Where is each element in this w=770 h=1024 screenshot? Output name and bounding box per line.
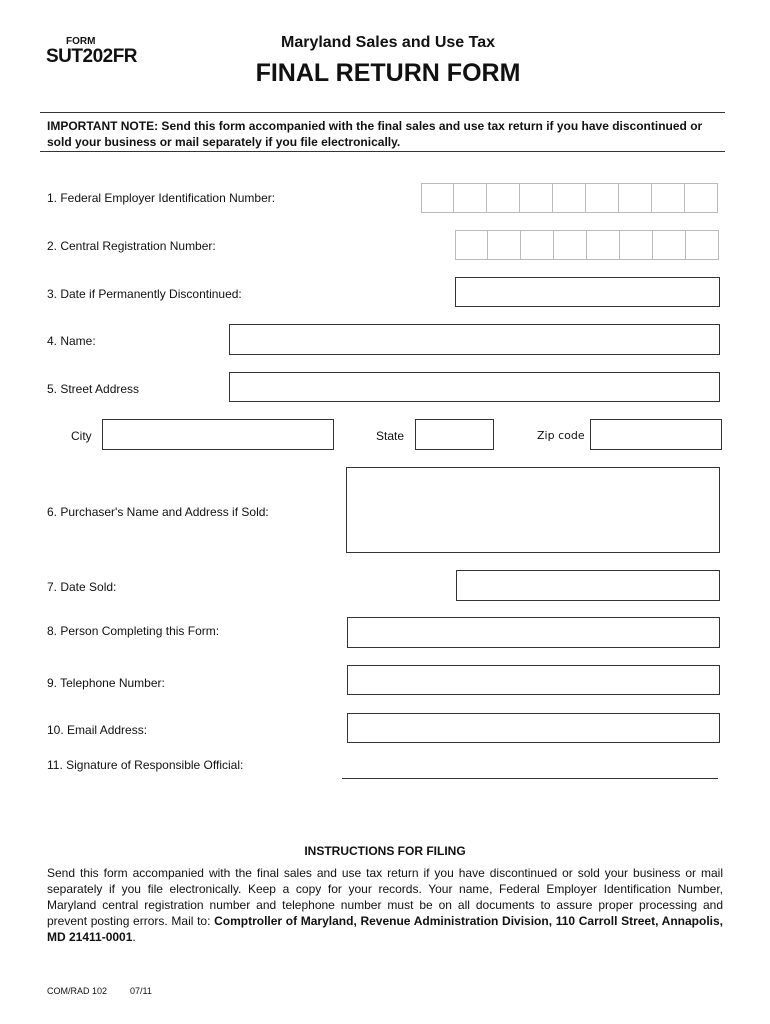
fein-label: 1. Federal Employer Identification Number: — [47, 191, 276, 205]
purchaser-input[interactable] — [346, 467, 720, 553]
form-code: SUT202FR — [46, 46, 138, 67]
fein-digit[interactable] — [652, 183, 685, 213]
form-label: FORM — [66, 36, 96, 47]
fein-digit[interactable] — [421, 183, 454, 213]
fein-digit[interactable] — [520, 183, 553, 213]
street-input[interactable] — [229, 372, 720, 402]
date-discontinued-input[interactable] — [455, 277, 720, 307]
divider-note — [40, 151, 725, 152]
footer-date: 07/11 — [130, 986, 152, 996]
fein-digit[interactable] — [685, 183, 718, 213]
date-discontinued-label: 3. Date if Permanently Discontinued: — [47, 287, 242, 301]
form-subtitle: Maryland Sales and Use Tax — [280, 34, 495, 51]
crn-digit[interactable] — [653, 230, 686, 260]
mailing-address: Comptroller of Maryland, Revenue Administration Division, 110 Carroll Street, Annapolis, MD 21411-0001 — [47, 914, 723, 944]
city-label: City — [71, 429, 92, 443]
signature-line[interactable] — [342, 778, 718, 779]
fein-digit[interactable] — [619, 183, 652, 213]
person-label: 8. Person Completing this Form: — [47, 624, 220, 638]
crn-digit[interactable] — [455, 230, 488, 260]
date-sold-label: 7. Date Sold: — [47, 580, 117, 594]
instructions-body — [47, 865, 723, 945]
important-note: IMPORTANT NOTE: Send this form accompanied with the final sales and use tax return if you have discontinued or sold your business or mail separately if you file electronically. — [47, 119, 703, 149]
crn-digit[interactable] — [686, 230, 719, 260]
crn-digit[interactable] — [521, 230, 554, 260]
city-input[interactable] — [102, 419, 334, 450]
name-label: 4. Name: — [47, 334, 96, 348]
footer-form-code: COM/RAD 102 — [47, 986, 108, 996]
divider-top — [40, 112, 725, 113]
name-input[interactable] — [229, 324, 720, 355]
state-label: State — [376, 429, 405, 443]
person-input[interactable] — [347, 617, 720, 648]
email-input[interactable] — [347, 713, 720, 743]
instructions-text: Send this form accompanied with the final sales and use tax return if you have discontinued or sold your business or mail separately if you file electronically. Keep a copy for your records. Your name, Federal Employer Identification Number, Maryland central registration number and telephone number must be on all documents to assure proper processing and prevent posting errors. Mail to: — [47, 866, 723, 928]
street-label: 5. Street Address — [47, 382, 140, 396]
fein-digit[interactable] — [586, 183, 619, 213]
zip-input[interactable] — [590, 419, 722, 450]
crn-digit[interactable] — [488, 230, 521, 260]
crn-digit[interactable] — [620, 230, 653, 260]
telephone-label: 9. Telephone Number: — [47, 676, 165, 690]
crn-label: 2. Central Registration Number: — [47, 239, 216, 253]
date-sold-input[interactable] — [456, 570, 720, 601]
purchaser-label: 6. Purchaser's Name and Address if Sold: — [47, 505, 269, 519]
fein-input[interactable] — [421, 183, 718, 213]
crn-digit[interactable] — [587, 230, 620, 260]
fein-digit[interactable] — [553, 183, 586, 213]
fein-digit[interactable] — [454, 183, 487, 213]
crn-digit[interactable] — [554, 230, 587, 260]
instructions-period: . — [132, 930, 136, 944]
email-label: 10. Email Address: — [47, 723, 148, 737]
signature-label: 11. Signature of Responsible Official: — [47, 758, 244, 772]
telephone-input[interactable] — [347, 665, 720, 695]
state-input[interactable] — [415, 419, 494, 450]
form-title: FINAL RETURN FORM — [255, 59, 521, 87]
instructions-title: INSTRUCTIONS FOR FILING — [304, 844, 466, 858]
fein-digit[interactable] — [487, 183, 520, 213]
zip-label: Zip code — [537, 429, 585, 442]
crn-input[interactable] — [455, 230, 719, 260]
